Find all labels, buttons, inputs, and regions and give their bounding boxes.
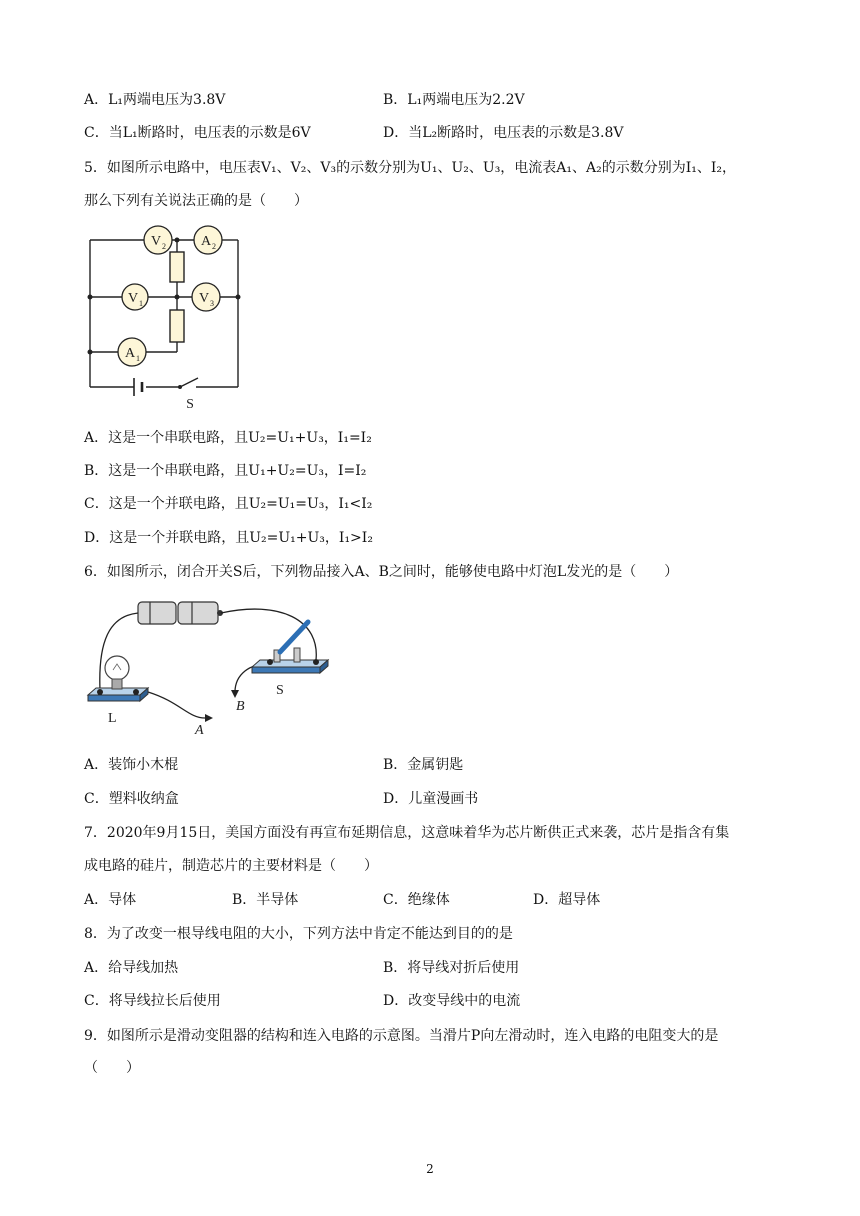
switch-label: S [186,397,194,412]
q8-option-b: B．将导线对折后使用 [383,960,520,976]
q7-stem-line2: 成电路的硅片，制造芯片的主要材料是（ ） [84,858,378,874]
svg-text:3: 3 [210,299,214,308]
q5-option-b: B．这是一个串联电路，且U₁+U₂=U₃，I=I₂ [84,463,367,479]
svg-text:2: 2 [212,242,216,251]
q5-stem-line1: 5．如图所示电路中，电压表V₁、V₂、V₃的示数分别为U₁、U₂、U₃，电流表A₁、A₂的示数分别为I₁、I₂， [84,160,737,176]
q7-stem-line1: 7．2020年9月15日，美国方面没有再宣布延期信息，这意味着华为芯片断供正式来袭，芯片是指含有集 [84,825,730,841]
svg-text:1: 1 [139,299,143,308]
q6-option-d: D．儿童漫画书 [383,791,479,807]
q6-option-a: A．装饰小木棍 [84,757,179,773]
q7-option-b: B．半导体 [232,892,299,908]
q9-stem-line1: 9．如图所示是滑动变阻器的结构和连入电路的示意图。当滑片P向左滑动时，连入电路的电阻变大的是 [84,1028,719,1044]
q7-option-d: D．超导体 [533,892,601,908]
q6-option-b: B．金属钥匙 [383,757,464,773]
q8-option-a: A．给导线加热 [84,960,179,976]
point-b-label: B [236,699,245,714]
q7-option-a: A．导体 [84,892,137,908]
q6-circuit-diagram [80,590,340,740]
switch-s-label: S [276,683,284,698]
q4-option-d: D．当L₂断路时，电压表的示数是3.8V [383,125,624,141]
q7-option-c: C．绝缘体 [383,892,450,908]
q9-stem-line2: （ ） [84,1060,140,1076]
svg-text:2: 2 [162,242,166,251]
q8-option-c: C．将导线拉长后使用 [84,993,221,1009]
q4-option-c: C．当L₁断路时，电压表的示数是6V [84,125,311,141]
q5-option-c: C．这是一个并联电路，且U₂=U₁=U₃，I₁<I₂ [84,496,373,512]
q8-stem: 8．为了改变一根导线电阻的大小，下列方法中肯定不能达到目的的是 [84,926,513,942]
q5-option-d: D．这是一个并联电路，且U₂=U₁+U₃，I₁>I₂ [84,530,373,546]
q5-circuit-diagram [80,222,250,412]
meter-v3-label: V [198,291,210,306]
meter-a1-label: A [124,346,136,361]
page-number: 2 [426,1162,434,1176]
q8-option-d: D．改变导线中的电流 [383,993,521,1009]
meter-a2-label: A [200,234,212,249]
q4-option-a-text: A．L₁两端电压为3.8V [84,92,226,108]
point-a-label: A [195,723,204,738]
meter-v2-label: V [150,234,162,249]
meter-v1-label: V [127,291,139,306]
q6-stem: 6．如图所示，闭合开关S后，下列物品接入A、B之间时，能够使电路中灯泡L发光的是（ ） [84,564,679,580]
lamp-label: L [108,711,117,726]
q5-stem-line2: 那么下列有关说法正确的是（ ） [84,193,308,209]
q5-option-a: A．这是一个串联电路，且U₂=U₁+U₃，I₁=I₂ [84,430,372,446]
q4-option-b: B．L₁两端电压为2.2V [383,92,525,108]
svg-text:1: 1 [136,354,140,363]
q6-option-c: C．塑料收纳盒 [84,791,179,807]
